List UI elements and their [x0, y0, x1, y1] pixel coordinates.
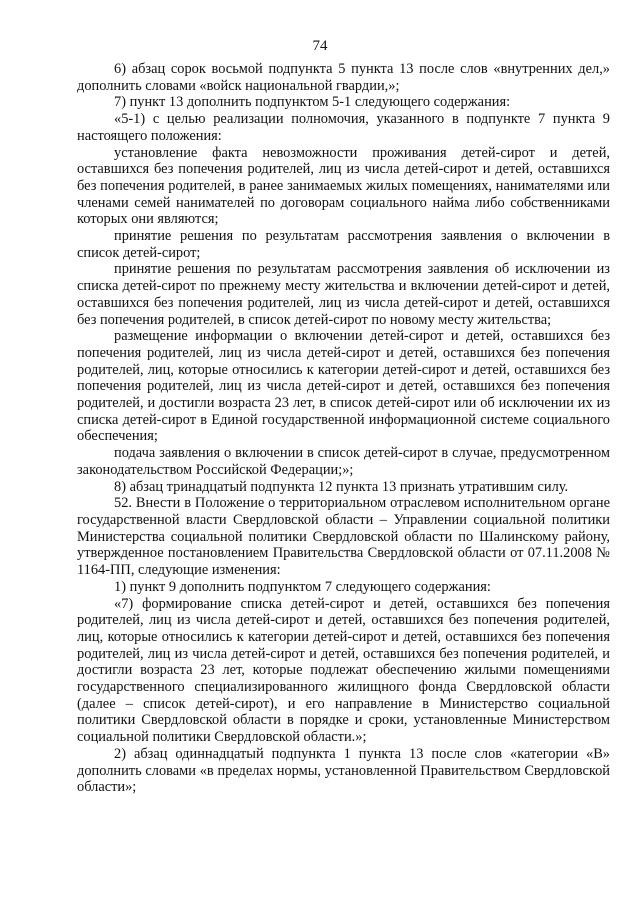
paragraph: подача заявления о включении в список детей-сирот в случае, предусмотренном законодательством Российской Федерации;»;: [77, 445, 610, 478]
paragraph: «5-1) с целью реализации полномочия, указанного в подпункте 7 пункта 9 настоящего положения:: [77, 111, 610, 144]
paragraph: 52. Внести в Положение о территориальном отраслевом исполнительном органе государственной власти Свердловской области – Управлении социальной политики Министерства социальной политики Свердловской области по Шалинскому району, утвержденное постановлением Правительства Свердловской области от 07.11.2008 № 1164-ПП, следующие изменения:: [77, 495, 610, 579]
paragraph: 7) пункт 13 дополнить подпунктом 5-1 следующего содержания:: [114, 94, 511, 111]
paragraph: 6) абзац сорок восьмой подпункта 5 пункта 13 после слов «внутренних дел,» дополнить словами «войск национальной гвардии,»;: [77, 61, 610, 94]
paragraph: принятие решения по результатам рассмотрения заявления об исключении из списка детей-сирот по прежнему месту жительства и включении детей-сирот и детей, оставшихся без попечения родителей, лиц из числа детей-сирот и детей, оставшихся без попечения родителей, в список детей-сирот по новому месту жительства;: [77, 261, 610, 328]
paragraph: 1) пункт 9 дополнить подпунктом 7 следующего содержания:: [114, 578, 491, 595]
paragraph: принятие решения по результатам рассмотрения заявления о включении в список детей-сирот;: [77, 228, 610, 261]
paragraph: 2) абзац одиннадцатый подпункта 1 пункта 13 после слов «категории «В» дополнить словами «в пределах нормы, установленной Правительством Свердловской области»;: [77, 745, 610, 796]
paragraph: «7) формирование списка детей-сирот и детей, оставшихся без попечения родителей, лиц из числа детей-сирот и детей, оставшихся без попечения родителей, лиц, которые относились к категории детей-сирот и детей, оставшихся без попечения родителей, лиц из числа детей-сирот и детей, оставшихся без попечения родителей, и достигли возраста 23 лет, которые подлежат обеспечению жилыми помещениями государственного специализированного жилищного фонда Свердловской области (далее – список детей-сирот), и его направление в Министерство социальной политики Свердловской области в порядке и сроки, установленные Министерством социальной политики Свердловской области.»;: [77, 595, 610, 746]
document-body: [77, 61, 610, 796]
page-number: 74: [312, 38, 328, 54]
paragraph: 8) абзац тринадцатый подпункта 12 пункта 13 признать утратившим силу.: [114, 478, 569, 495]
paragraph: установление факта невозможности проживания детей-сирот и детей, оставшихся без попечения родителей, лиц из числа детей-сирот и детей, оставшихся без попечения родителей, в ранее занимаемых жилых помещениях, нанимателями или членами семей нанимателей по договорам социального найма либо собственниками которых они являются;: [77, 144, 610, 228]
paragraph: размещение информации о включении детей-сирот и детей, оставшихся без попечения родителей, лиц из числа детей-сирот и детей, оставшихся без попечения родителей, лиц, которые относились к категории детей-сирот и детей, оставшихся без попечения родителей, лиц из числа детей-сирот и детей, оставшихся без попечения родителей, и достигли возраста 23 лет, в список детей-сирот или об исключении их из списка детей-сирот в Единой государственной информационной системе социального обеспечения;: [77, 328, 610, 445]
